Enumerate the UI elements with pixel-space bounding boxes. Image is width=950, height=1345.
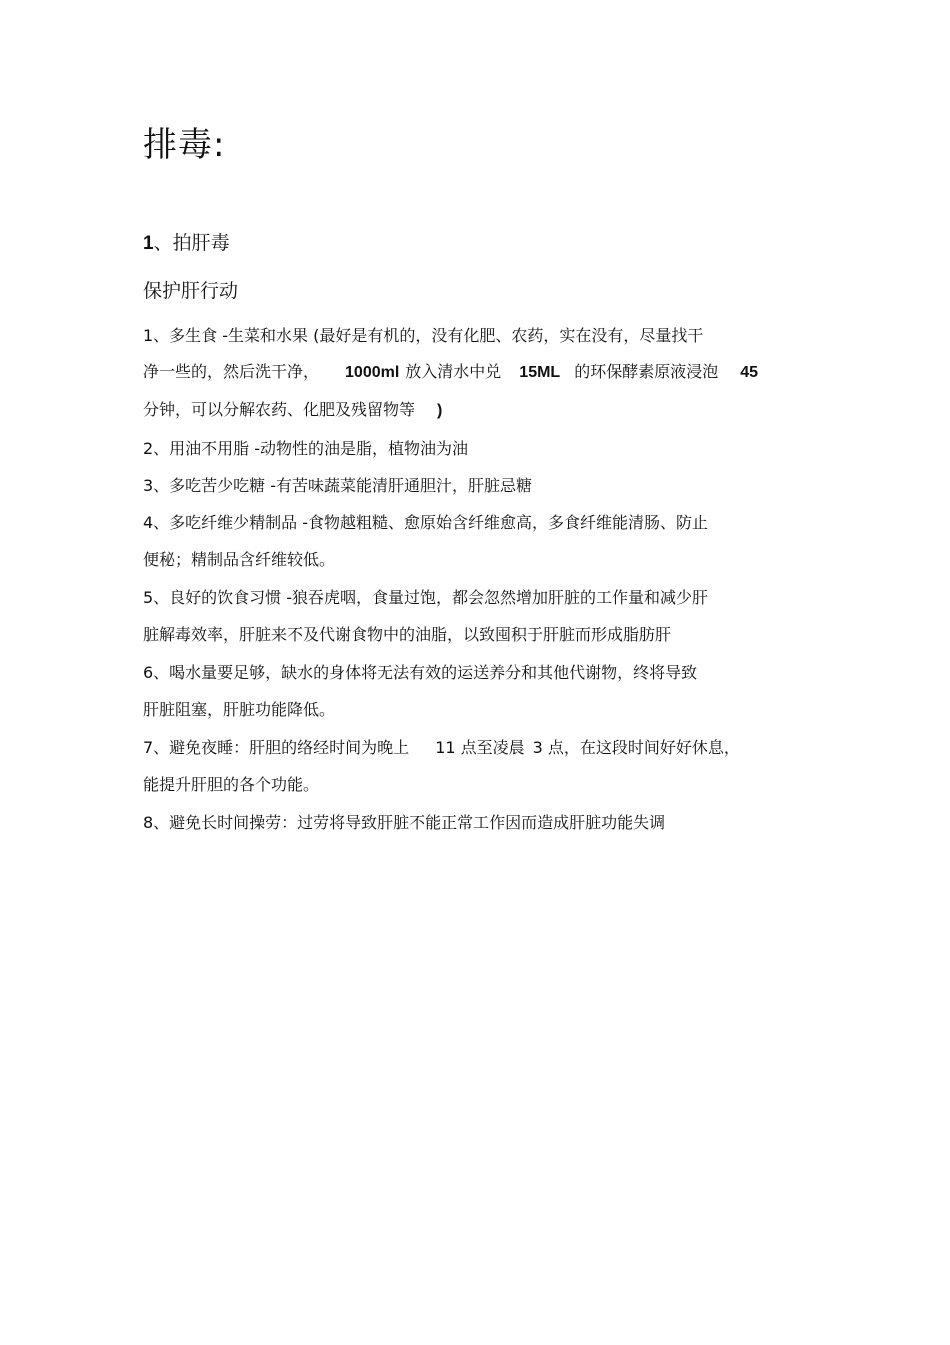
item-1-line-2 <box>143 360 758 385</box>
item-1-volume: 1000ml <box>345 364 400 381</box>
item-6-line-2: 肝脏阻塞，肝脏功能降低。 <box>143 700 336 719</box>
item-1-line-2-text-e: 的环保酵素原液浸泡 <box>574 362 719 381</box>
item-1-line-3-text: 分钟，可以分解农药、化肥及残留物等 <box>143 400 416 419</box>
item-7-line-1 <box>143 736 740 760</box>
item-7-line-1-text-c: 3 点，在这段时间好好休息， <box>532 738 740 757</box>
item-1-close-paren: ) <box>437 402 443 419</box>
item-1-line-1: 1、多生食 -生菜和水果 (最好是有机的，没有化肥、农药，实在没有，尽量找干 <box>143 326 704 345</box>
item-1-line-3 <box>143 398 442 423</box>
section-heading <box>143 228 230 259</box>
item-5-line-2: 脏解毒效率，肝脏来不及代谢食物中的油脂，以致囤积于肝脏而形成脂肪肝 <box>143 625 672 644</box>
item-7-line-1-text-b: 11 点至凌晨 <box>435 738 525 757</box>
item-3-line: 3、多吃苦少吃糖 -有苦味蔬菜能清肝通胆汁，肝脏忌糖 <box>143 476 533 495</box>
item-5-line-1: 5、良好的饮食习惯 -狼吞虎咽，食量过饱，都会忽然增加肝脏的工作量和减少肝 <box>143 588 709 607</box>
item-1-line-2-text-c: 放入清水中兑 <box>405 362 502 381</box>
item-1-minutes: 45 <box>740 364 759 381</box>
item-4-line-1: 4、多吃纤维少精制品 -食物越粗糙、愈原始含纤维愈高，多食纤维能清肠、防止 <box>143 513 709 532</box>
section-number: 1 <box>143 233 154 254</box>
item-7-line-1-text-a: 7、避免夜睡：肝胆的络经时间为晚上 <box>143 738 410 757</box>
item-1-dose: 15ML <box>519 364 561 381</box>
item-4-line-2: 便秘；精制品含纤维较低。 <box>143 550 336 569</box>
item-8-line: 8、避免长时间操劳：过劳将导致肝脏不能正常工作因而造成肝脏功能失调 <box>143 813 666 832</box>
item-7-line-2: 能提升肝胆的各个功能。 <box>143 775 320 794</box>
item-2-line: 2、用油不用脂 -动物性的油是脂，植物油为油 <box>143 439 469 458</box>
item-1-line-2-text-a: 净一些的，然后洗干净， <box>143 362 320 381</box>
sub-heading: 保护肝行动 <box>143 280 239 302</box>
section-heading-text: 、拍肝毒 <box>153 232 230 254</box>
item-6-line-1: 6、喝水量要足够，缺水的身体将无法有效的运送养分和其他代谢物，终将导致 <box>143 663 698 682</box>
page-title: 排毒: <box>143 125 226 165</box>
